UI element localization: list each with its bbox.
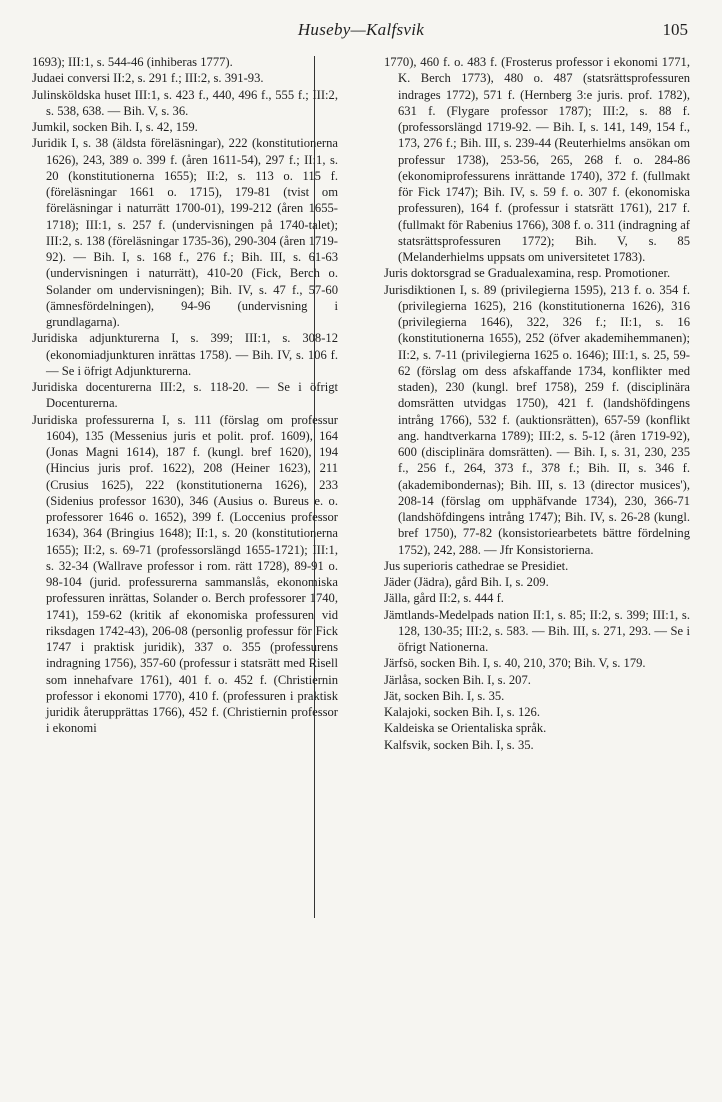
index-entry: Kalajoki, socken Bih. I, s. 126. [384, 705, 541, 719]
page-number: 105 [662, 20, 688, 39]
index-entry: Jäder (Jädra), gård Bih. I, s. 209. [384, 575, 549, 589]
index-entry: Jumkil, socken Bih. I, s. 42, 159. [32, 120, 198, 134]
index-entry: Jät, socken Bih. I, s. 35. [384, 688, 505, 703]
index-entry: Jurisdiktionen I, s. 89 (privilegierna 1595), 213 f. o. 354 f. (privilegierna 1625), 216 (konstitutionerna 1626), 316 (privilegierna 1646), 322, 326 f.; II:1, s. 16 (konstitutionerna 1655), 252 (öfver akademihemmanen); II:2, s. 7-11 (privilegierna 1625 o. 1646); III:1, s. 25, 59-62 (förslag om dess afskaffande 1734, konflikter med staden), 230 (kungl. bref 1758), 259 f. (disciplinära domsrätten utvidgas 1750), 421 f. (landshöfdingens intrång 1766), 532 f. (auktionsrätten), 657-59 (konflikt ang. handtverkarna 1789); III:2, s. 5-12 (åren 1719-92), 600 (disciplinära domsrätten). — Bih. I, s. 31, 230, 235 f., 256 f., 264, 373 f., 378 f.; Bih. II, s. 346 f. (akademibondernas); Bih. III, s. 13 (director musices'), 208-14 (förslag om upphäfvande 1734), 230, 366-71 (landshöfdingens intrång 1747); Bih. IV, s. 26-28 (kungl. bref 1750), 77-82 (konsistoriearbetets bättre fördelning 1752), 242, 288. — Jfr Konsistorierna. [384, 282, 690, 557]
index-entry: 1770), 460 f. o. 483 f. (Frosterus professor i ekonomi 1771, K. Berch 1773), 480 o. 487 (statsrättsprofessuren indrages 1772), 571 f. (Hernberg 3:e juris. prof. 1782), 631 f. (Flygare professor 1787); III:2, s. 88 f. (professorslängd 1719-92. — Bih. I, s. 141, 149, 154 f., 173, 276 f.; Bih. III, s. 239-44 (Reuterhielms ansökan om professur 1738), 253-56, 265, 268 f. o. 284-86 (ekonomiprofessurens inrättande 1740), 372 f. (fullmakt för Fick 1747); Bih. IV, s. 59 f. o. 307 f. (ekonomiska professuren), 164 f. (professur i statsrätt 1761), 217 f. (fullmakt för Rabenius 1766), 308 f. o. 311 (indragning af statsrättsprofessuren 1772); Bih. V, s. 85 (Melanderhielms uppsats om universitetet 1783). [384, 55, 690, 264]
index-entry: Judaei conversi II:2, s. 291 f.; III:2, s. 391-93. [32, 71, 264, 86]
index-entry: Juridik I, s. 38 (äldsta föreläsningar), 222 (konstitutionerna 1626), 243, 389 o. 399 f. (åren 1611-54), 297 f.; II:1, s. 20 (konstitutionerna 1655); II:2, s. 113 o. 115 f. (föreläsningar 1661 o. 1715), 179-81 (tvist om föreläsningar i naturrätt 1700-01), 199-212 (åren 1655-1718); III:1, s. 257 f. (undervisningen på 1740-talet); III:2, s. 138 (föreläsningar 1735-36), 290-304 (åren 1719-92). — Bih. I, s. 168 f., 276 f.; Bih. III, s. 61-63 (undervisningen i naturrätt), 410-20 (Fick, Berch o. Solander om undervisningen); Bih. IV, s. 47 f., 57-60 (ämnesfördelningen), 94-96 (undervisning i grundlagarna). [32, 136, 338, 329]
index-entry: Juridiska docenturerna III:2, s. 118-20. — Se i öfrigt Docenturerna. [32, 380, 338, 411]
index-entry: Kalfsvik, socken Bih. I, s. 35. [384, 737, 534, 752]
page-header [30, 20, 692, 44]
index-entry: 1693); III:1, s. 544-46 (inhiberas 1777). [32, 55, 233, 69]
index-entry: Jälla, gård II:2, s. 444 f. [384, 591, 504, 606]
index-entry: Jus superioris cathedrae se Presidiet. [384, 558, 569, 573]
index-entry: Järfsö, socken Bih. I, s. 40, 210, 370; Bih. V, s. 179. [384, 656, 646, 671]
index-entry: Juridiska adjunkturerna I, s. 399; III:1, s. 308-12 (ekonomiadjunkturen inrättas 1758). — Bih. IV, s. 106 f. — Se i öfrigt Adjunkturerna. [32, 331, 338, 378]
right-column [384, 54, 690, 753]
index-entry: Jämtlands-Medelpads nation II:1, s. 85; II:2, s. 399; III:1, s. 128, 130-35; III:2, s. 583. — Bih. III, s. 271, 293. — Se i öfrigt Nationerna. [384, 607, 690, 654]
index-entry: Juris doktorsgrad se Gradualexamina, resp. Promotioner. [384, 266, 671, 281]
running-head: Huseby—Kalfsvik [297, 20, 425, 39]
index-entry: Julinsköldska huset III:1, s. 423 f., 440, 496 f., 555 f.; III:2, s. 538, 638. — Bih. V, s. 36. [32, 87, 338, 118]
index-entry: Juridiska professurerna I, s. 111 (förslag om professur 1604), 135 (Messenius juris et polit. prof. 1609), 164 (Jonas Magni 1614), 187 f. (kungl. bref 1620), 194 (Hincius juris prof. 1622), 208 (Heiner 1623), 211 (Crusius 1625), 222 (konstitutionerna 1626), 233 (Sidenius professor 1630), 346 (Ausius o. Bureus e. o. professorer 1646 o. 1652), 399 f. (Loccenius professor 1634), 364 (Bringius 1648); II:1, s. 20 (konstitutionerna 1655); II:2, s. 69-71 (professorslängd 1655-1721); III:1, s. 32-34 (Wallrave professor i rom. rätt 1728), 89-91 o. 98-104 (jurid. professurerna sammanslås, ekonomiska professuren inrättas, Solander o. Berch professorer 1740, 1741), 159-62 (kritik af ekonomiska professuren vid riksdagen 1742-43), 206-08 (personlig professur för Fick 1747 i praktisk juridik), 337 o. 355 (professurens indragning 1756), 357-60 (professur i statsrätt med Risell som innehafvare 1761), 401 f. o. 452 f. (Christiernin professor i ekonomi 1770), 410 f. (professuren i praktisk juridik återupprättas 1766), 452 f. (Christiernin professor i ekonomi [32, 412, 338, 736]
index-entry: Kaldeiska se Orientaliska språk. [384, 721, 547, 736]
left-column [32, 54, 338, 753]
index-columns [32, 54, 690, 753]
index-entry: Järlåsa, socken Bih. I, s. 207. [384, 672, 531, 687]
